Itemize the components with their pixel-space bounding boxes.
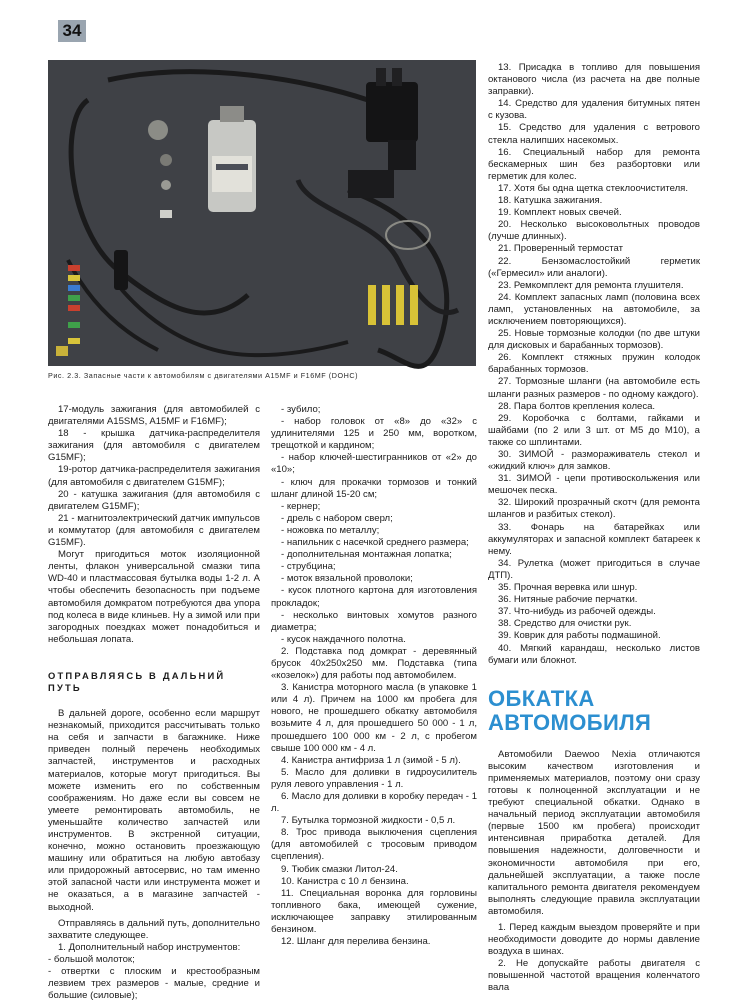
text-column-2 <box>271 404 477 948</box>
list-item: 21 - магнитоэлектрический датчик импульсов и коммутатор (для автомобиля с двигателем G15MF). <box>48 512 260 549</box>
list-item: - набор ключей-шестигранников от «2» до «10»; <box>271 452 477 476</box>
list-item: - набор головок от «8» до «32» с удлинителями 125 и 250 мм, воротком, трещоткой и кардином; <box>271 416 477 452</box>
list-item: 21. Проверенный термостат <box>498 243 623 255</box>
list-item: 34. Рулетка (может пригодиться в случае ДТП). <box>488 557 700 581</box>
figure-caption: Рис. 2.3. Запасные части к автомобилям с двигателями A15MF и F16MF (DOHC) <box>48 371 359 380</box>
list-item: 14. Средство для удаления битумных пятен с кузова. <box>488 98 700 122</box>
list-item: 20. Несколько высоковольтных проводов (лучше длинных). <box>488 219 700 243</box>
text-column-1 <box>48 404 260 1002</box>
list-item: - кернер; <box>281 500 321 512</box>
list-item: 31. ЗИМОЙ - цепи противоскольжения или мешочек песка. <box>488 473 700 497</box>
list-item: 30. ЗИМОЙ - размораживатель стекол и «жидкий ключ» для замков. <box>488 449 700 473</box>
list-item: - зубило; <box>281 404 321 415</box>
list-item: 24. Комплект запасных ламп (половина всех ламп, установленных на автомобиле, за исключением повторяющихся). <box>488 291 700 327</box>
list-item: - струбцина; <box>281 561 336 573</box>
list-item: - напильник с насечкой среднего размера; <box>281 537 469 549</box>
list-item: 11. Специальная воронка для горловины топливного бака, имеющей сужение, исключающее заправку этилированным бензином. <box>271 887 477 936</box>
list-item: - ключ для прокачки тормозов и тонкий шланг длиной 15-20 см; <box>271 476 477 500</box>
spare-parts-photo <box>48 60 476 366</box>
list-item: 22. Бензомаслостойкий герметик («Гермесил» или аналоги). <box>488 255 700 279</box>
list-item: 35. Прочная веревка или шнур. <box>498 582 638 594</box>
list-item: 10. Канистра с 10 л бензина. <box>281 875 409 887</box>
chapter-heading-line-2: АВТОМОБИЛЯ <box>488 709 652 735</box>
list-item: 2. Подставка под домкрат - деревянный брусок 40x250x250 мм. Подставка (типа «козелок») для работы под автомобилем. <box>271 645 477 682</box>
list-item: - моток вязальной проволоки; <box>281 573 413 585</box>
list-item: 12. Шланг для перелива бензина. <box>281 936 431 948</box>
list-item: 8. Трос привода выключения сцепления (для автомобилей с тросовым приводом сцепления). <box>271 827 477 863</box>
list-item: 18. Катушка зажигания. <box>498 195 603 207</box>
chapter-heading-line-1: ОБКАТКА <box>488 685 595 711</box>
list-item: 27. Тормозные шланги (на автомобиле есть шланги разных размеров - по одному каждого). <box>488 376 700 400</box>
list-item: 19. Комплект новых свечей. <box>498 207 622 219</box>
list-item: - кусок плотного картона для изготовления прокладок; <box>271 585 477 609</box>
paragraph: В дальней дороге, особенно если маршрут незнакомый, приходится рассчитывать только на себя и запчасти в багажнике. Ниже приведен полный перечень необходимых запчастей, инструментов и расходных материалов, которые могут пригодиться. Вы можете изменить его по собственным соображениям. Но даже если вы совсем не умеете ремонтировать автомобиль, не уменьшайте количество запчастей или инструментов. В экстренной ситуации, конечно, можно остановить проезжающую машину или обратиться на любую автобазу или придорожный автосервис, но там именно этой запасной части или инструмента может и не оказаться, а в магазине запчастей - выходной. <box>48 708 260 913</box>
text-column-3 <box>488 62 700 995</box>
list-item: - дрель с набором сверл; <box>281 512 393 524</box>
list-item: 9. Тюбик смазки Литол-24. <box>281 863 398 875</box>
list-item: 19-ротор датчика-распределителя зажигания (для автомобиля с двигателем G15MF); <box>48 464 260 488</box>
list-item: 7. Бутылка тормозной жидкости - 0,5 л. <box>281 815 456 827</box>
list-item: - большой молоток; <box>48 953 135 965</box>
list-item: 38. Средство для очистки рук. <box>498 618 632 630</box>
list-item: 40. Мягкий карандаш, несколько листов бумаги или блокнот. <box>488 642 700 666</box>
list-item: - дополнительная монтажная лопатка; <box>281 549 452 561</box>
list-item: - несколько винтовых хомутов разного диаметра; <box>271 609 477 633</box>
list-item: - отвертки с плоским и крестообразным лезвием трех размеров - малые, средние и большие (силовые); <box>48 966 260 1002</box>
paragraph: Автомобили Daewoo Nexia отличаются высоким качеством изготовления и применяемых материалов, поэтому они сразу готовы к полноценной эксплуатации и не требуют специальной обкатки. Однако в начальный период эксплуатации автомобиля (первые 1500 км пробега) происходит интенсивная приработка деталей. Для повышения надежности, долговечности и экономичности автомобиля при его, дальнейшей эксплуатации, а также после капитального ремонта двигателя рекомендуем выполнять следующие правила эксплуатации автомобиля. <box>488 748 700 917</box>
list-item: 1. Перед каждым выездом проверяйте и при необходимости доводите до нормы давление воздуха в шинах. <box>488 922 700 958</box>
list-item: 16. Специальный набор для ремонта бескамерных шин без разбортовки или герметик для колес. <box>488 146 700 182</box>
list-item: - кусок наждачного полотна. <box>281 633 406 645</box>
list-item: 17-модуль зажигания (для автомобилей с двигателями A15SMS, A15MF и F16MF); <box>48 404 260 428</box>
page-number: 34 <box>58 20 86 42</box>
list-item: 25. Новые тормозные колодки (по две штуки для дисковых и барабанных тормозов). <box>488 328 700 352</box>
section-heading: ОТПРАВЛЯЯСЬ В ДАЛЬНИЙ ПУТЬ <box>48 669 226 693</box>
list-intro: 1. Дополнительный набор инструментов: <box>58 941 241 953</box>
list-item: 37. Что-нибудь из рабочей одежды. <box>498 606 656 618</box>
list-item: 29. Коробочка с болтами, гайками и шайбами (по 2 или 3 шт. от М5 до М10), а также со шплинтами. <box>488 412 700 448</box>
list-item: 20 - катушка зажигания (для автомобиля с двигателем G15MF); <box>48 488 260 512</box>
paragraph: Отправляясь в дальний путь, дополнительно захватите следующее. <box>48 917 260 941</box>
list-item: 23. Ремкомплект для ремонта глушителя. <box>498 279 684 291</box>
list-item: 5. Масло для доливки в гидроусилитель руля левого управления - 1 л. <box>271 766 477 790</box>
list-item: 18 - крышка датчика-распределителя зажигания (для автомобиля с двигателем G15MF); <box>48 428 260 464</box>
list-item: 3. Канистра моторного масла (в упаковке 1 или 4 л). Причем на 1000 км пробега для нового, не прошедшего обкатку автомобиля возьмите 4 л, для прошедшего 50 000 - 1 л, прошедшего 100 000 км - 2 л, с пробегом свыше 100 000 км - 4 л. <box>271 682 477 754</box>
list-item: 2. Не допускайте работы двигателя с повышенной частотой вращения коленчатого вала <box>488 958 700 994</box>
list-item: 15. Средство для удаления с ветрового стекла налипших насекомых. <box>488 122 700 146</box>
chapter-heading <box>488 687 700 735</box>
list-item: 13. Присадка в топливо для повышения октанового числа (из расчета на две полные заправки). <box>488 62 700 98</box>
list-item: 33. Фонарь на батарейках или аккумуляторах и запасной комплект батареек к нему. <box>488 521 700 557</box>
list-item: 32. Широкий прозрачный скотч (для ремонта шлангов и разбитых стекол). <box>488 497 700 521</box>
list-item: 28. Пара болтов крепления колеса. <box>498 400 656 412</box>
paragraph: Могут пригодиться моток изоляционной ленты, флакон универсальной смазки типа WD-40 и пластмассовая бутылка воды 1-2 л. А чтобы обеспечить безопасность при подъеме автомобиля домкратом потребуются два упора под колеса в виде клиньев. Ну а зимой или при загородных поездках может понадобиться и небольшая лопата. <box>48 549 260 645</box>
list-item: 36. Нитяные рабочие перчатки. <box>498 594 638 606</box>
spare-parts-illustration <box>48 60 476 366</box>
list-item: 39. Коврик для работы подмашиной. <box>498 630 661 642</box>
list-item: 17. Хотя бы одна щетка стеклоочистителя. <box>498 182 688 194</box>
list-item: - ножовка по металлу; <box>281 524 380 536</box>
list-item: 4. Канистра антифриза 1 л (зимой - 5 л). <box>281 754 461 766</box>
list-item: 26. Комплект стяжных пружин колодок барабанных тормозов. <box>488 352 700 376</box>
list-item: 6. Масло для доливки в коробку передач - 1 л. <box>271 791 477 815</box>
